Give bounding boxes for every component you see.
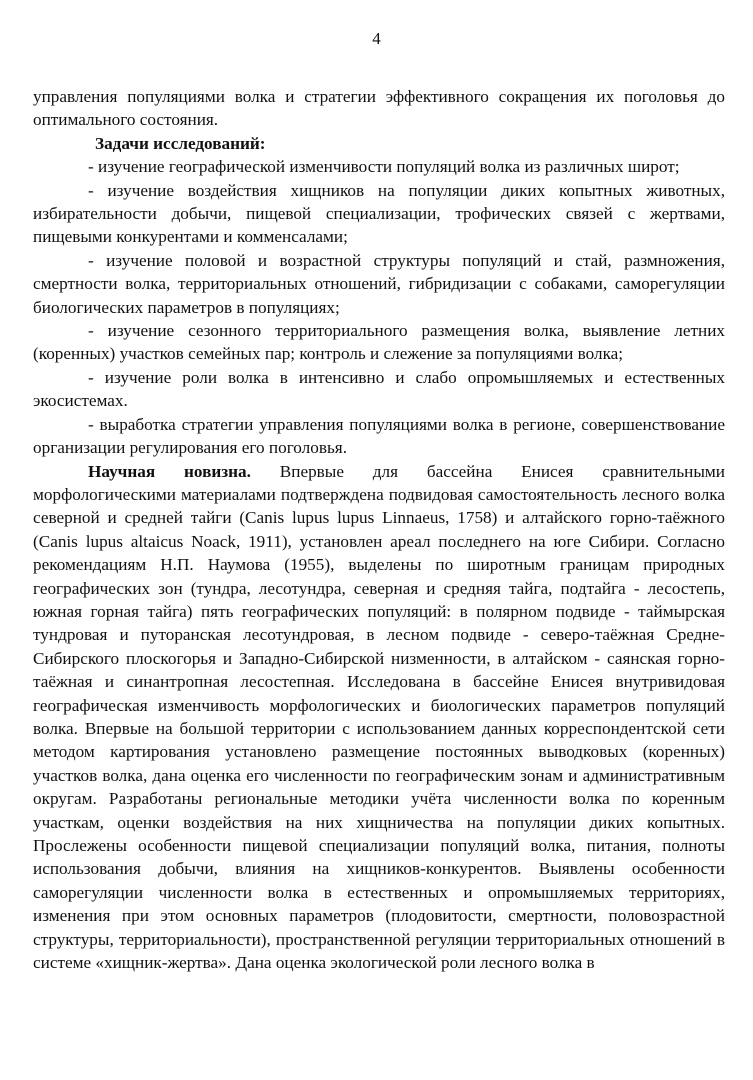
body-text bbox=[33, 85, 725, 974]
task-item: - изучение сезонного территориального размещения волка, выявление летних (коренных) участков семейных пар; контроль и слежение за популяциями волка; bbox=[33, 321, 725, 364]
task-item: - изучение роли волка в интенсивно и слабо опромышляемых и естественных экосистемах. bbox=[33, 367, 725, 411]
task-item: - выработка стратегии управления популяциями волка в регионе, совершенствование организации регулирования его поголовья. bbox=[33, 414, 725, 458]
intro-paragraph: управления популяциями волка и стратегии эффективного сокращения их поголовья до оптимального состояния. bbox=[33, 87, 725, 130]
task-item: - изучение географической изменчивости популяций волка из различных широт; bbox=[88, 157, 680, 177]
novelty-lead: Научная новизна. bbox=[88, 461, 251, 481]
novelty-body: Впервые для бассейна Енисея сравнительными морфологическими материалами подтверждена подвидовая самостоятельность лесного волка северной и средней тайги (Canis lupus lupus Linnaeus, 1758) и алтайского горно-таёжного (Canis lupus altaicus Noack, 1911), установлен ареал последнего на юге Сибири. Согласно рекомендациям Н.П. Наумова (1955), выделены по широтным границам природных географических зон (тундра, лесотундра, северная и средняя тайга, подтайга - лесостепь, южная горная тайга) пять географических популяций: в полярном подвиде - таймырская тундровая и путоранская лесотундровая, в лесном подвиде - северо-таёжная Средне-Сибирского плоскогорья и Западно-Сибирской низменности, в алтайском - саянская горно-таёжная и синантропная лесостепная. Исследована в бассейне Енисея внутривидовая географическая изменчивость морфологических и биологических параметров популяций волка. Впервые на большой территории с использованием данных корреспондентской сети методом картирования установлено размещение постоянных выводковых (коренных) участков волка, дана оценка его численности по географическим зонам и административным округам. Разработаны региональные методики учёта численности волка по коренным участкам, оценки воздействия на них хищничества на популяции диких копытных. Прослежены особенности пищевой специализации популяций волка, питания, полноты использования добычи, влияния на хищников-конкурентов. Выявлены особенности саморегуляции численности волка в естественных и опромышляемых территориях, изменения при этом основных параметров (плодовитости, смертности, половозрастной структуры, территориальности), пространственной регуляции территориальных отношений в системе «хищник-жертва». Дана оценка экологической роли лесного волка в bbox=[33, 461, 725, 973]
task-item: - изучение воздействия хищников на популяции диких копытных животных, избирательности добычи, пищевой специализации, трофических связей с жертвами, пищевыми конкурентами и комменсалами; bbox=[33, 180, 725, 247]
novelty-paragraph bbox=[33, 460, 725, 975]
tasks-heading: Задачи исследований: bbox=[95, 133, 266, 153]
page-number: 4 bbox=[372, 29, 381, 48]
task-item: - изучение половой и возрастной структуры популяций и стай, размножения, смертности волка, территориальных отношений, гибридизации с собаками, саморегуляции биологических параметров в популяциях; bbox=[33, 250, 725, 317]
